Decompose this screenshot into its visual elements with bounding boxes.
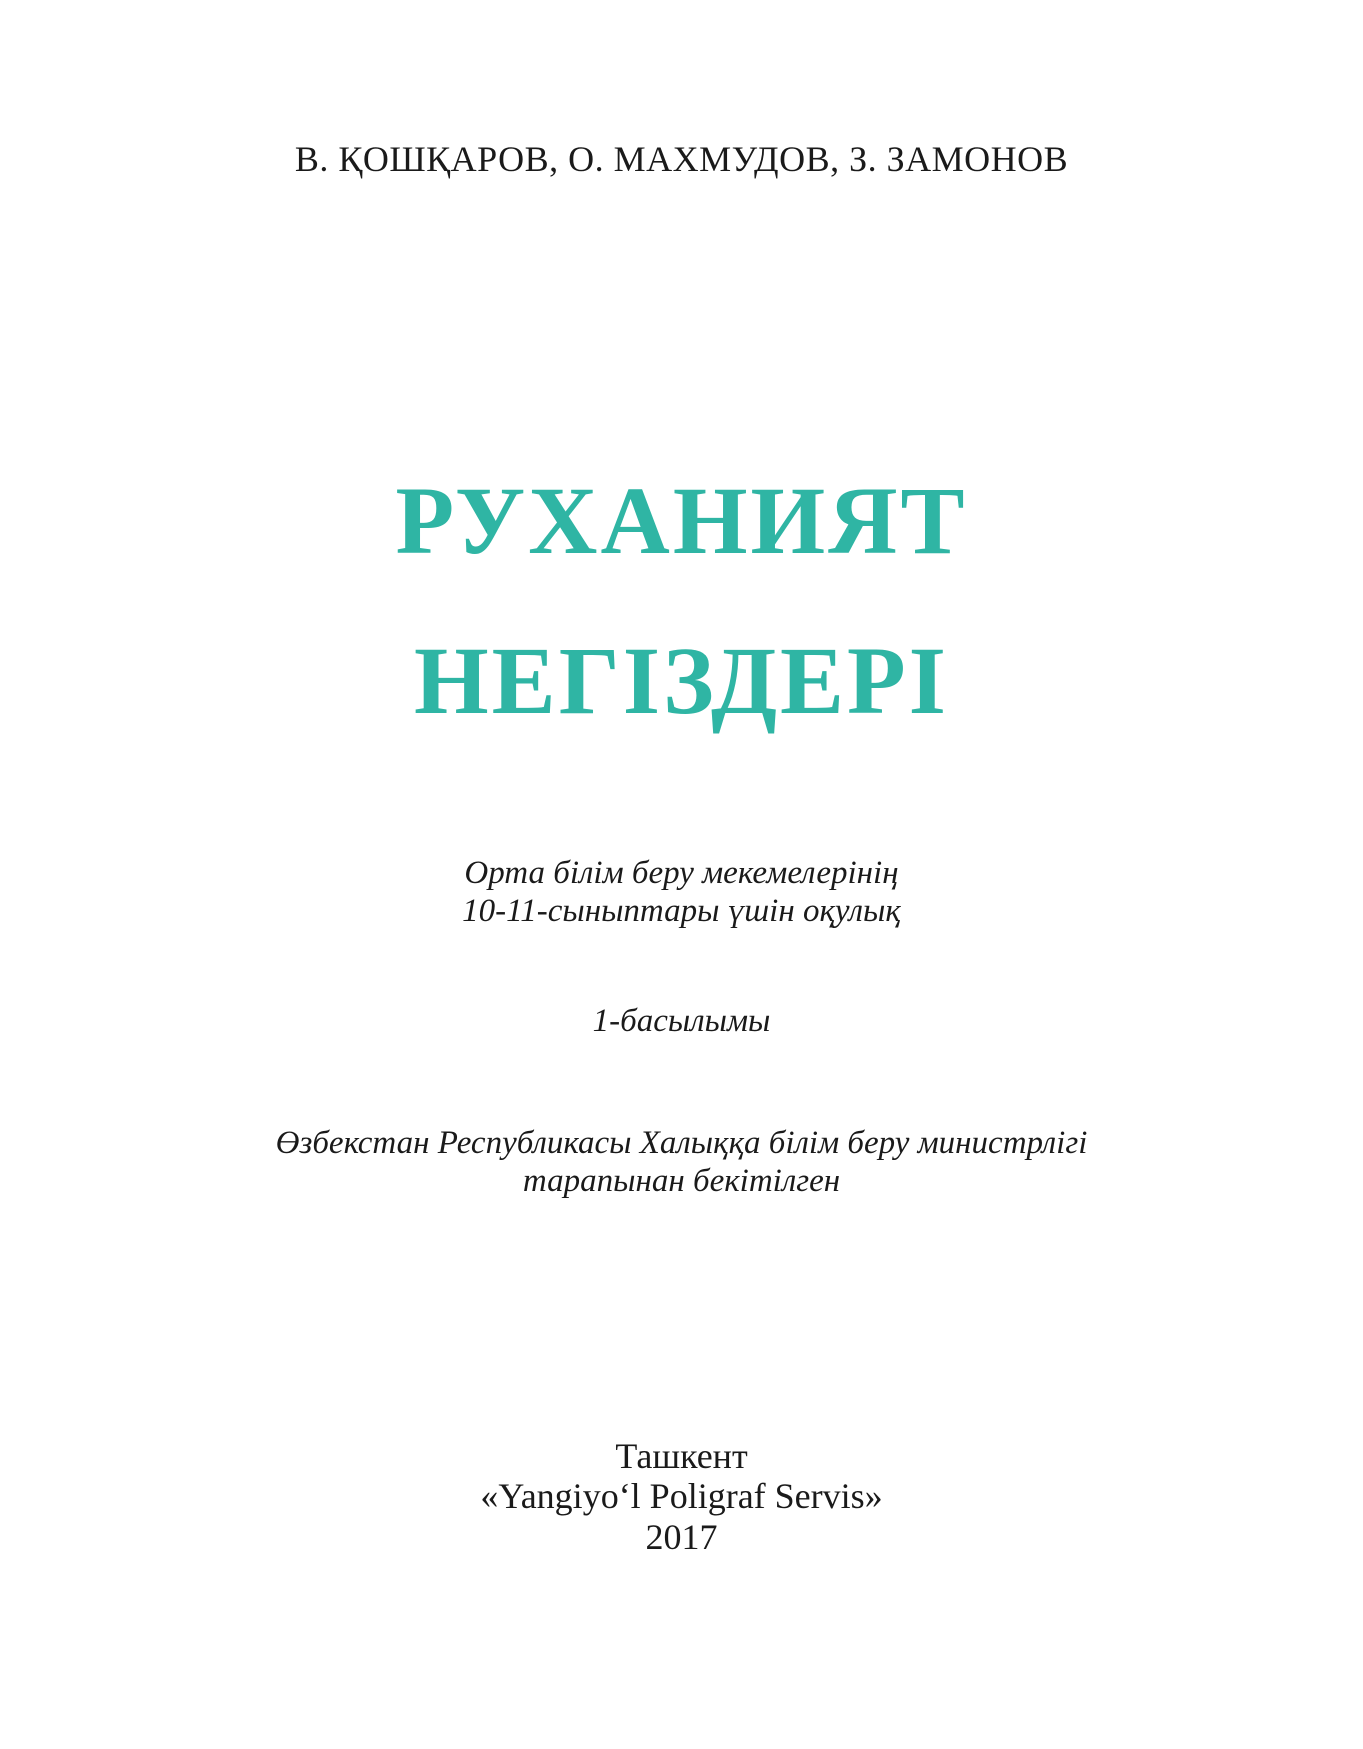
publication-year: 2017: [645, 1517, 718, 1557]
publisher: «Yangiyo‘l Poligraf Servis»: [480, 1476, 883, 1516]
authors: В. ҚОШҚАРОВ, О. МАХМУДОВ, З. ЗАМОНОВ: [294, 139, 1069, 179]
approval-line-2: тарапынан бекітілген: [522, 1163, 841, 1199]
subtitle-line-1: Орта білім беру мекемелерінің: [464, 855, 899, 891]
publication-city: Ташкент: [615, 1436, 748, 1476]
edition: 1-басылымы: [592, 1003, 771, 1039]
approval-line-1: Өзбекстан Республикасы Халыққа білім беру министрлігі: [275, 1125, 1088, 1161]
subtitle-line-2: 10-11-сыныптары үшін оқулық: [462, 893, 901, 929]
book-title-line-2: НЕГІЗДЕРІ: [413, 627, 950, 734]
book-title-line-1: РУХАНИЯТ: [395, 467, 968, 574]
